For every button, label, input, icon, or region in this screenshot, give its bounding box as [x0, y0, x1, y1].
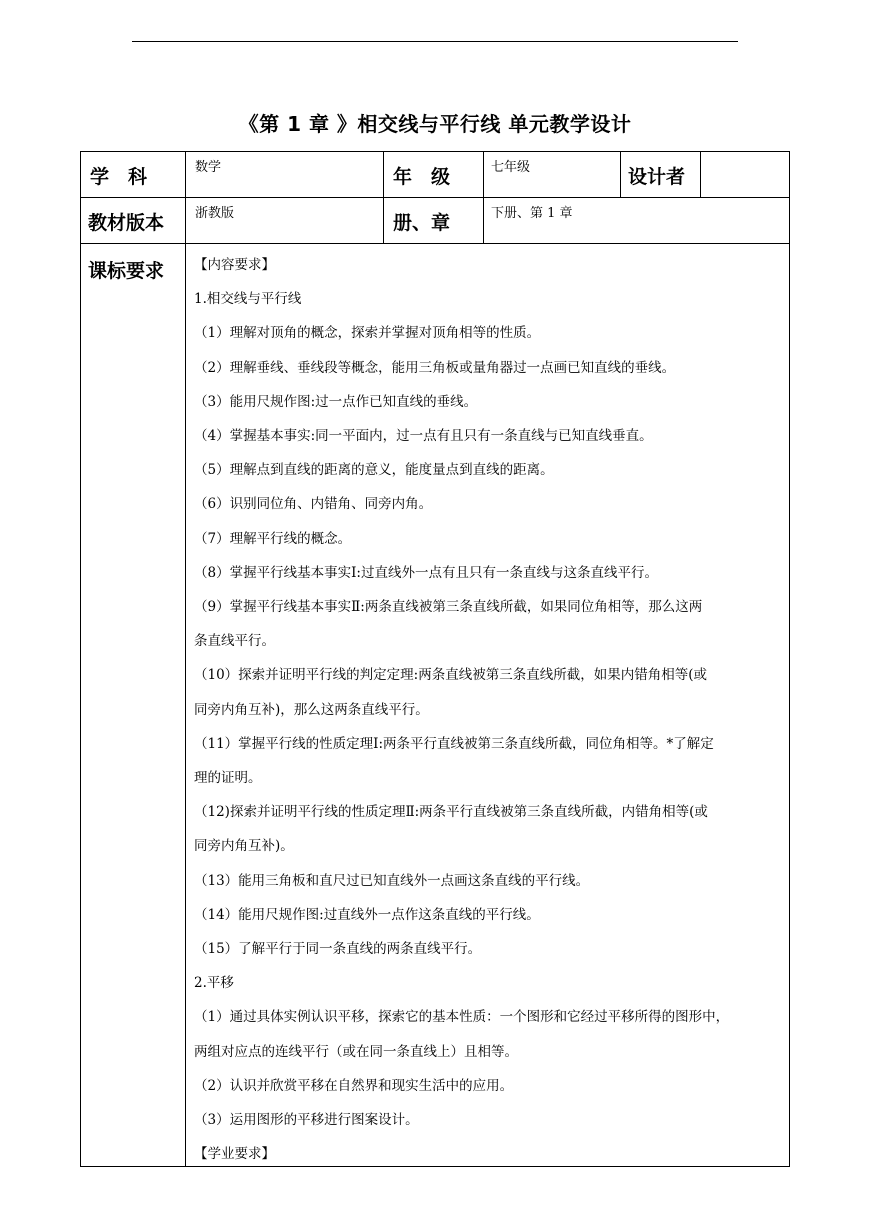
content-line: （6）识别同位角、内错角、同旁内角。 [194, 496, 433, 513]
content-line: 【学业要求】 [194, 1146, 275, 1163]
content-line: （3）能用尺规作图:过一点作已知直线的垂线。 [194, 393, 478, 410]
content-line: 两组对应点的连线平行（或在同一条直线上）且相等。 [194, 1043, 518, 1060]
curriculum-label: 课标要求 [88, 260, 165, 282]
content-line: （2）理解垂线、垂线段等概念，能用三角板或量角器过一点画已知直线的垂线。 [194, 359, 676, 376]
textbook-label: 教材版本 [88, 212, 165, 234]
table-col-divider-2 [383, 151, 384, 243]
table-col-divider-3 [483, 151, 484, 243]
designer-label: 设计者 [628, 166, 686, 188]
subject-value: 数学 [195, 160, 222, 175]
table-border-left [80, 151, 81, 1167]
table-border-right [789, 151, 790, 1167]
table-col-divider-1 [185, 151, 186, 1167]
content-line: 【内容要求】 [194, 257, 275, 273]
content-line: （1）通过具体实例认识平移，探索它的基本性质：一个图形和它经过平移所得的图形中， [194, 1009, 730, 1026]
table-col-divider-5 [700, 151, 701, 197]
content-line: （13）能用三角板和直尺过已知直线外一点画这条直线的平行线。 [194, 872, 590, 889]
volume-label: 册、章 [393, 212, 451, 234]
content-line: 同旁内角互补)，那么这两条直线平行。 [194, 701, 429, 718]
content-line: （15）了解平行于同一条直线的两条直线平行。 [194, 941, 482, 958]
content-line: （11）掌握平行线的性质定理Ⅰ:两条平行直线被第三条直线所截，同位角相等。*了解定 [194, 735, 714, 752]
content-line: 2.平移 [194, 975, 234, 992]
page-title: 《第 1 章 》相交线与平行线 单元教学设计 [238, 112, 632, 136]
content-line: （14）能用尺规作图:过直线外一点作这条直线的平行线。 [194, 906, 540, 923]
content-line: （5）理解点到直线的距离的意义，能度量点到直线的距离。 [194, 462, 554, 479]
grade-value: 七年级 [491, 160, 531, 175]
content-line: （8）掌握平行线基本事实Ⅰ:过直线外一点有且只有一条直线与这条直线平行。 [194, 564, 658, 581]
volume-value: 下册、第 1 章 [491, 206, 573, 221]
content-line: 理的证明。 [194, 770, 262, 787]
subject-label: 学 科 [90, 166, 148, 188]
content-line: （9）掌握平行线基本事实Ⅱ:两条直线被第三条直线所截，如果同位角相等，那么这两 [194, 599, 703, 616]
content-line: 条直线平行。 [194, 633, 275, 650]
content-line: （2）认识并欣赏平移在自然界和现实生活中的应用。 [194, 1077, 514, 1094]
content-line: （3）运用图形的平移进行图案设计。 [194, 1112, 419, 1129]
curriculum-content [194, 248, 786, 1171]
textbook-value: 浙教版 [195, 206, 235, 221]
content-line: （1）理解对顶角的概念，探索并掌握对顶角相等的性质。 [194, 325, 541, 342]
content-line: 1.相交线与平行线 [194, 291, 302, 308]
content-line: （12)探索并证明平行线的性质定理Ⅱ:两条平行直线被第三条直线所截，内错角相等(或 [194, 804, 708, 821]
grade-label: 年 级 [393, 166, 451, 188]
content-line: （7）理解平行线的概念。 [194, 530, 352, 547]
content-line: （4）掌握基本事实:同一平面内，过一点有且只有一条直线与已知直线垂直。 [194, 428, 653, 445]
header-rule [132, 41, 738, 42]
table-row-divider-2 [80, 243, 790, 244]
content-line: 同旁内角互补)。 [194, 838, 294, 855]
table-row-divider-1 [80, 197, 790, 198]
table-col-divider-4 [620, 151, 621, 197]
table-border-top [80, 151, 790, 152]
content-line: （10）探索并证明平行线的判定定理:两条直线被第三条直线所截，如果内错角相等(或 [194, 667, 707, 684]
